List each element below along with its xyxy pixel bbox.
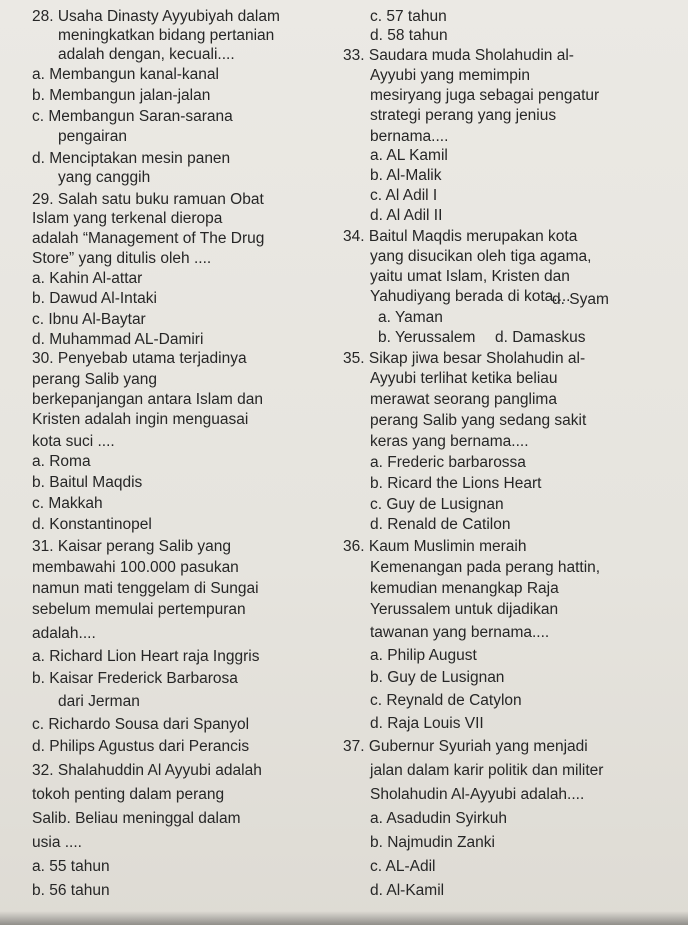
q28-option-b: b. Membangun jalan-jalan — [32, 87, 211, 104]
q37-option-d: d. Al-Kamil — [370, 882, 445, 899]
q34-line-3: yaitu umat Islam, Kristen dan — [370, 268, 570, 285]
q31-option-c: c. Richardo Sousa dari Spanyol — [32, 716, 250, 733]
q28-option-d: d. Menciptakan mesin panen — [32, 150, 231, 167]
q28-option-c-cont: pengairan — [58, 128, 127, 145]
q37-option-a: a. Asadudin Syirkuh — [370, 810, 508, 827]
q35-option-c: c. Guy de Lusignan — [370, 496, 504, 513]
q35-option-d: d. Renald de Catilon — [370, 516, 511, 533]
q29-line-1: 29. Salah satu buku ramuan Obat — [32, 191, 264, 208]
q36-option-b: b. Guy de Lusignan — [370, 669, 505, 686]
q29-line-4: Store” yang ditulis oleh .... — [32, 250, 212, 267]
q30-line-1: 30. Penyebab utama terjadinya — [32, 350, 247, 367]
q35-line-1: 35. Sikap jiwa besar Sholahudin al- — [343, 350, 586, 367]
q35-line-5: keras yang bernama.... — [370, 433, 529, 450]
q31-option-a: a. Richard Lion Heart raja Inggris — [32, 648, 260, 665]
q34-line-2: yang disucikan oleh tiga agama, — [370, 248, 592, 265]
q32-line-3: Salib. Beliau meninggal dalam — [32, 810, 241, 827]
q35-option-b: b. Ricard the Lions Heart — [370, 475, 542, 492]
q34-line-4: Yahudiyang berada di kota.... — [370, 288, 571, 305]
q30-line-4: Kristen adalah ingin menguasai — [32, 411, 249, 428]
q29-line-3: adalah “Management of The Drug — [32, 230, 265, 247]
q29-line-2: Islam yang terkenal dieropa — [32, 210, 223, 227]
q29-option-d: d. Muhammad AL-Damiri — [32, 331, 204, 348]
q33-line-2: Ayyubi yang memimpin — [370, 67, 530, 84]
q31-line-4: sebelum memulai pertempuran — [32, 601, 246, 618]
q32-option-b: b. 56 tahun — [32, 882, 110, 899]
q32-option-d: d. 58 tahun — [370, 27, 448, 44]
q31-option-b-cont: dari Jerman — [58, 693, 140, 710]
q31-line-1: 31. Kaisar perang Salib yang — [32, 538, 232, 555]
q36-option-c: c. Reynald de Catylon — [370, 692, 522, 709]
q37-line-3: Sholahudin Al-Ayyubi adalah.... — [370, 786, 585, 803]
q29-option-b: b. Dawud Al-Intaki — [32, 290, 157, 307]
q28-option-c: c. Membangun Saran-sarana — [32, 108, 233, 125]
q35-line-4: perang Salib yang sedang sakit — [370, 412, 587, 429]
q33-option-b: b. Al-Malik — [370, 167, 442, 184]
q35-option-a: a. Frederic barbarossa — [370, 454, 526, 471]
q34-option-d-syam: d. Syam — [552, 291, 609, 308]
q36-line-1: 36. Kaum Muslimin meraih — [343, 538, 527, 555]
q30-option-d: d. Konstantinopel — [32, 516, 152, 533]
q28-option-a: a. Membangun kanal-kanal — [32, 66, 219, 83]
q36-line-5: tawanan yang bernama.... — [370, 624, 550, 641]
q32-line-4: usia .... — [32, 834, 82, 851]
q31-option-b: b. Kaisar Frederick Barbarosa — [32, 670, 238, 687]
q33-option-c: c. Al Adil I — [370, 187, 438, 204]
q37-option-c: c. AL-Adil — [370, 858, 436, 875]
q36-line-3: kemudian menangkap Raja — [370, 580, 559, 597]
q35-line-3: merawat seorang panglima — [370, 391, 557, 408]
q31-line-2: membawahi 100.000 pasukan — [32, 559, 239, 576]
q29-option-c: c. Ibnu Al-Baytar — [32, 311, 146, 328]
q33-line-4: strategi perang yang jenius — [370, 107, 557, 124]
q30-line-5: kota suci .... — [32, 433, 115, 450]
q34-option-d-damaskus: d. Damaskus — [495, 329, 586, 346]
q28-option-d-cont: yang canggih — [58, 169, 151, 186]
q31-line-3: namun mati tenggelam di Sungai — [32, 580, 259, 597]
q30-line-3: berkepanjangan antara Islam dan — [32, 391, 263, 408]
q37-line-2: jalan dalam karir politik dan militer — [370, 762, 604, 779]
q33-option-d: d. Al Adil II — [370, 207, 443, 224]
q28-line-2: meningkatkan bidang pertanian — [58, 27, 275, 44]
q34-line-1: 34. Baitul Maqdis merupakan kota — [343, 228, 578, 245]
q30-line-2: perang Salib yang — [32, 371, 157, 388]
q36-option-d: d. Raja Louis VII — [370, 715, 484, 732]
q32-option-a: a. 55 tahun — [32, 858, 110, 875]
q30-option-b: b. Baitul Maqdis — [32, 474, 143, 491]
q32-line-2: tokoh penting dalam perang — [32, 786, 225, 803]
q30-option-a: a. Roma — [32, 453, 91, 470]
q36-line-4: Yerussalem untuk dijadikan — [370, 601, 559, 618]
q28-line-3: adalah dengan, kecuali.... — [58, 46, 235, 63]
q32-line-1: 32. Shalahuddin Al Ayyubi adalah — [32, 762, 262, 779]
q33-option-a: a. AL Kamil — [370, 147, 448, 164]
q33-line-1: 33. Saudara muda Sholahudin al- — [343, 47, 574, 64]
q37-option-b: b. Najmudin Zanki — [370, 834, 495, 851]
q36-option-a: a. Philip August — [370, 647, 477, 664]
q29-option-a: a. Kahin Al-attar — [32, 270, 143, 287]
q34-option-a: a. Yaman — [378, 309, 443, 326]
q32-option-c: c. 57 tahun — [370, 8, 447, 25]
q30-option-c: c. Makkah — [32, 495, 103, 512]
q31-option-d: d. Philips Agustus dari Perancis — [32, 738, 250, 755]
q35-line-2: Ayyubi terlihat ketika beliau — [370, 370, 558, 387]
q33-line-3: mesiryang juga sebagai pengatur — [370, 87, 600, 104]
q31-line-5: adalah.... — [32, 625, 96, 642]
q34-option-b: b. Yerussalem — [378, 329, 476, 346]
q36-line-2: Kemenangan pada perang hattin, — [370, 559, 601, 576]
page-edge-shadow — [0, 911, 688, 925]
q37-line-1: 37. Gubernur Syuriah yang menjadi — [343, 738, 588, 755]
q28-line-1: 28. Usaha Dinasty Ayyubiyah dalam — [32, 8, 280, 25]
q33-line-5: bernama.... — [370, 128, 449, 145]
